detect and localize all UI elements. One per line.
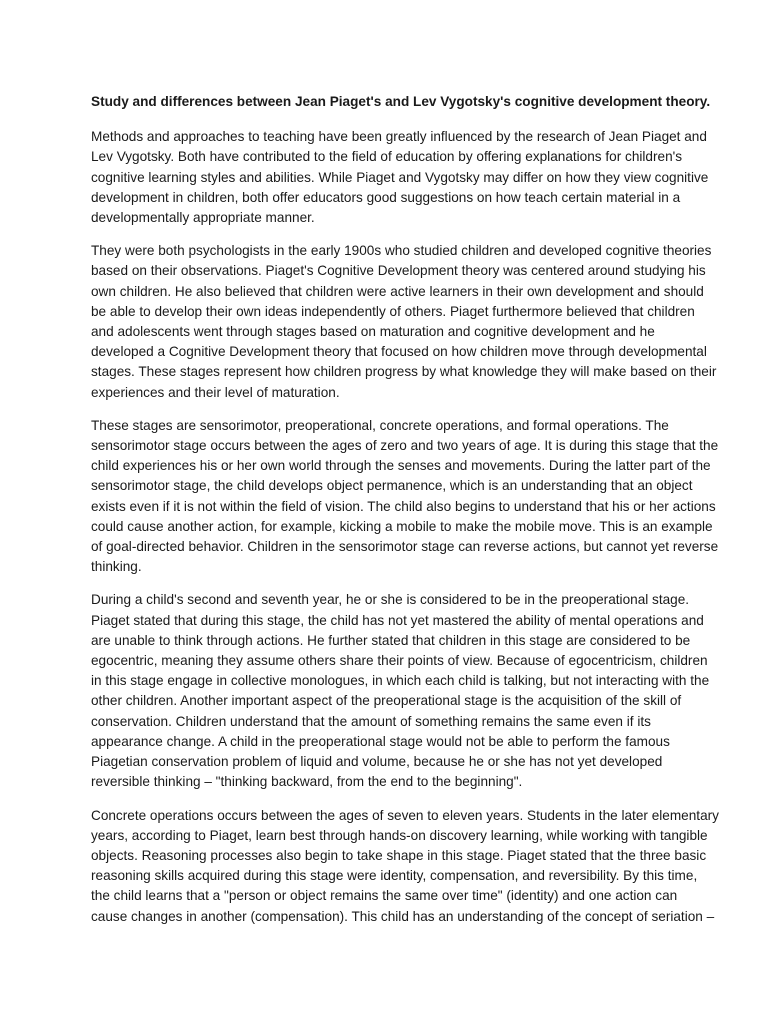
text-line: sensorimotor stage, the child develops object permanence, which is an understanding that an object [91,478,693,494]
text-line: the child learns that a "person or object remains the same over time" (identity) and one action can [91,888,678,904]
text-line: conservation. Children understand that the amount of something remains the same even if its [91,713,651,729]
text-line: thinking. [91,559,142,575]
text-line: Concrete operations occurs between the ages of seven to eleven years. Students in the later elementary [91,807,719,823]
text-line: developed a Cognitive Development theory that focused on how children move through developmental [91,344,707,360]
text-line: other children. Another important aspect of the preoperational stage is the acquisition of the skill of [91,693,682,709]
text-line: years, according to Piaget, learn best through hands-on discovery learning, while working with tangible [91,827,708,843]
text-line: cognitive learning styles and abilities. While Piaget and Vygotsky may differ on how they view cognitive [91,169,709,185]
text-line: in this stage engage in collective monologues, in which each child is talking, but not interacting with the [91,673,710,689]
text-line: be able to develop their own ideas independently of others. Piaget furthermore believed that children [91,303,695,319]
document-title: Study and differences between Jean Piaget's and Lev Vygotsky's cognitive development theory. [91,94,711,109]
text-line: and adolescents went through stages based on maturation and cognitive development and he [91,324,655,340]
paragraph-1 [91,127,709,228]
text-line: developmentally appropriate manner. [91,210,315,226]
text-line: Piaget stated that during this stage, the child has not yet mastered the ability of mental operations and [91,612,704,628]
text-line: reversible thinking – "thinking backward, from the end to the beginning". [91,774,523,790]
text-line: Methods and approaches to teaching have been greatly influenced by the research of Jean Piaget and [91,129,707,145]
text-line: development in children, both offer educators good suggestions on how teach certain material in a [91,189,681,205]
text-line: reasoning skills acquired during this stage were identity, compensation, and reversibility. By this time, [91,868,698,884]
text-line: based on their observations. Piaget's Cognitive Development theory was centered around studying his [91,263,706,279]
text-line: child experiences his or her own world through the senses and movements. During the latter part of the [91,458,711,474]
text-line: Piagetian conservation problem of liquid and volume, because he or she has not yet developed [91,754,663,770]
text-line: stages. These stages represent how children progress by what knowledge they will make based on their [91,364,717,380]
text-line: These stages are sensorimotor, preoperational, concrete operations, and formal operations. The [91,417,669,433]
paragraph-4 [91,590,710,792]
text-line: experiences and their level of maturation. [91,384,340,400]
text-line: They were both psychologists in the early 1900s who studied children and developed cognitive theories [91,243,712,259]
text-line: own children. He also believed that children were active learners in their own development and should [91,283,704,299]
text-line: cause changes in another (compensation). This child has an understanding of the concept of seriation – [91,908,715,924]
text-line: objects. Reasoning processes also begin to take shape in this stage. Piaget stated that the three basic [91,847,707,863]
paragraph-3 [91,416,719,578]
paragraph-2 [91,241,717,403]
text-line: are unable to think through actions. He further stated that children in this stage are considered to be [91,632,691,648]
text-line: exists even if it is not within the field of vision. The child also begins to understand that his or her actions [91,498,716,514]
document-page [91,92,719,940]
text-line: sensorimotor stage occurs between the ages of zero and two years of age. It is during this stage that the [91,438,719,454]
text-line: During a child's second and seventh year, he or she is considered to be in the preoperational stage. [91,592,690,608]
text-line: of goal-directed behavior. Children in the sensorimotor stage can reverse actions, but cannot yet reverse [91,539,719,555]
paragraph-5 [91,806,719,927]
text-line: egocentric, meaning they assume others share their points of view. Because of egocentricism, children [91,653,708,669]
text-line: Lev Vygotsky. Both have contributed to the field of education by offering explanations for children's [91,149,683,165]
text-line: could cause another action, for example, kicking a mobile to make the mobile move. This is an example [91,518,713,534]
text-line: appearance change. A child in the preoperational stage would not be able to perform the famous [91,733,670,749]
